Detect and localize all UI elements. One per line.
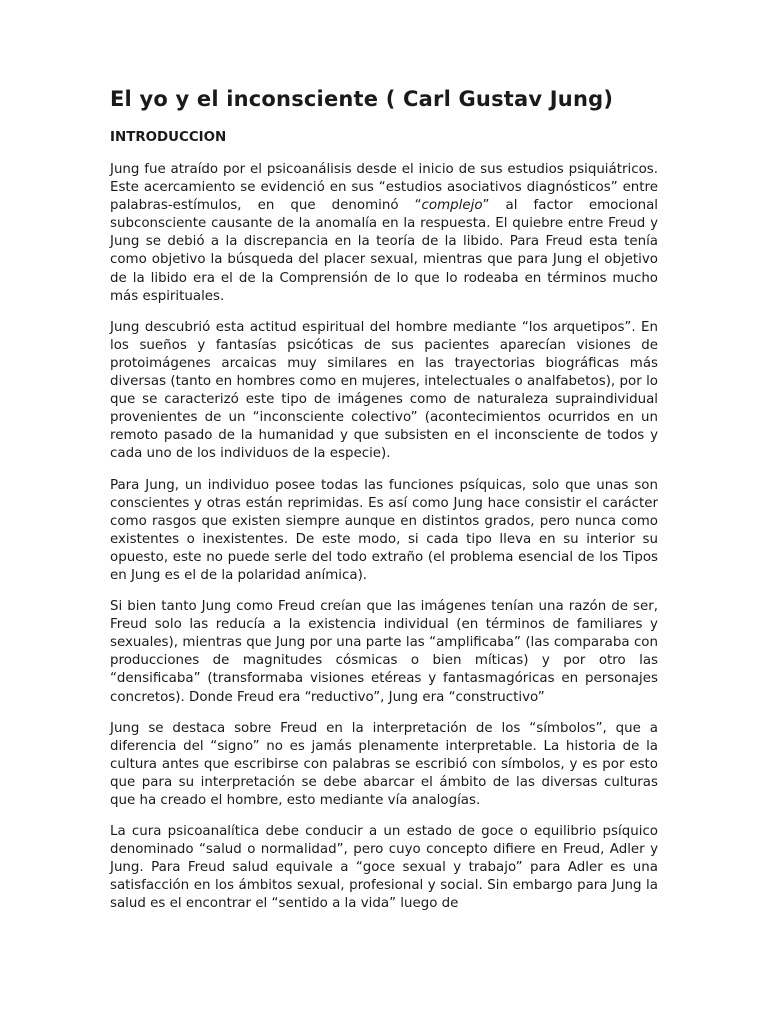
paragraph-1-text-end: ” al factor emocional subconsciente causante de la anomalía en la respuesta. El quiebre entre Freud y Jung se debió a la discrepancia en la teoría de la libido. Para Freud esta tenía como objetivo la búsqueda del placer sexual, mientras que para Jung el objetivo de la libido era el de la Comprensión de lo que lo rodeaba en términos mucho más espirituales.	[110, 198, 658, 304]
document-body	[110, 84, 658, 927]
paragraph-1	[110, 161, 658, 306]
paragraph-1-text-start: Jung fue atraído por el psicoanálisis desde el inicio de sus estudios psiquiátricos. Este acercamiento se evidenció en sus “estudios asociativos diagnósticos” entre palabras-estímulos, en que denominó “	[110, 162, 658, 214]
section-heading: INTRODUCCION	[110, 130, 227, 145]
document-title: El yo y el inconsciente ( Carl Gustav Jung)	[110, 87, 614, 111]
paragraph-3: Para Jung, un individuo posee todas las funciones psíquicas, solo que unas son conscientes y otras están reprimidas. Es así como Jung hace consistir el carácter como rasgos que existen siempre aunque en distintos grados, pero nunca como existentes o inexistentes. De este modo, si cada tipo lleva en su interior su opuesto, este no puede serle del todo extraño (el problema esencial de los Tipos en Jung es el de la polaridad anímica).	[110, 477, 658, 583]
paragraph-6: La cura psicoanalítica debe conducir a un estado de goce o equilibrio psíquico denominado “salud o normalidad”, pero cuyo concepto difiere en Freud, Adler y Jung. Para Freud salud equivale a “goce sexual y trabajo” para Adler es una satisfacción en los ámbitos sexual, profesional y social. Sin embargo para Jung la salud es el encontrar el “sentido a la vida” luego de	[110, 824, 658, 912]
paragraph-4: Si bien tanto Jung como Freud creían que las imágenes tenían una razón de ser, Freud solo las reducía a la existencia individual (en términos de familiares y sexuales), mientras que Jung por una parte las “amplificaba” (las comparaba con producciones de magnitudes cósmicas o bien míticas) y por otro las “densificaba” (transformaba visiones etéreas y fantasmagóricas en personajes concretos). Donde Freud era “reductivo”, Jung era “constructivo”	[110, 599, 658, 705]
paragraph-2: Jung descubrió esta actitud espiritual del hombre mediante “los arquetipos”. En los sueños y fantasías psicóticas de sus pacientes aparecían visiones de protoimágenes arcaicas muy similares en las trayectorias biográficas más diversas (tanto en hombres como en mujeres, intelectuales o analfabetos), por lo que se caracterizó este tipo de imágenes como de naturaleza supraindividual provenientes de un “inconsciente colectivo” (acontecimientos ocurridos en un remoto pasado de la humanidad y que subsisten en el inconsciente de todos y cada uno de los individuos de la especie).	[110, 319, 658, 462]
paragraph-5: Jung se destaca sobre Freud en la interpretación de los “símbolos”, que a diferencia del “signo” no es jamás plenamente interpretable. La historia de la cultura antes que escribirse con palabras se escribió con símbolos, y es por esto que para su interpretación se debe abarcar el ámbito de las diversas culturas que ha creado el hombre, esto mediante vía analogías.	[110, 720, 658, 808]
paragraph-1-emphasis: complejo	[421, 198, 483, 214]
